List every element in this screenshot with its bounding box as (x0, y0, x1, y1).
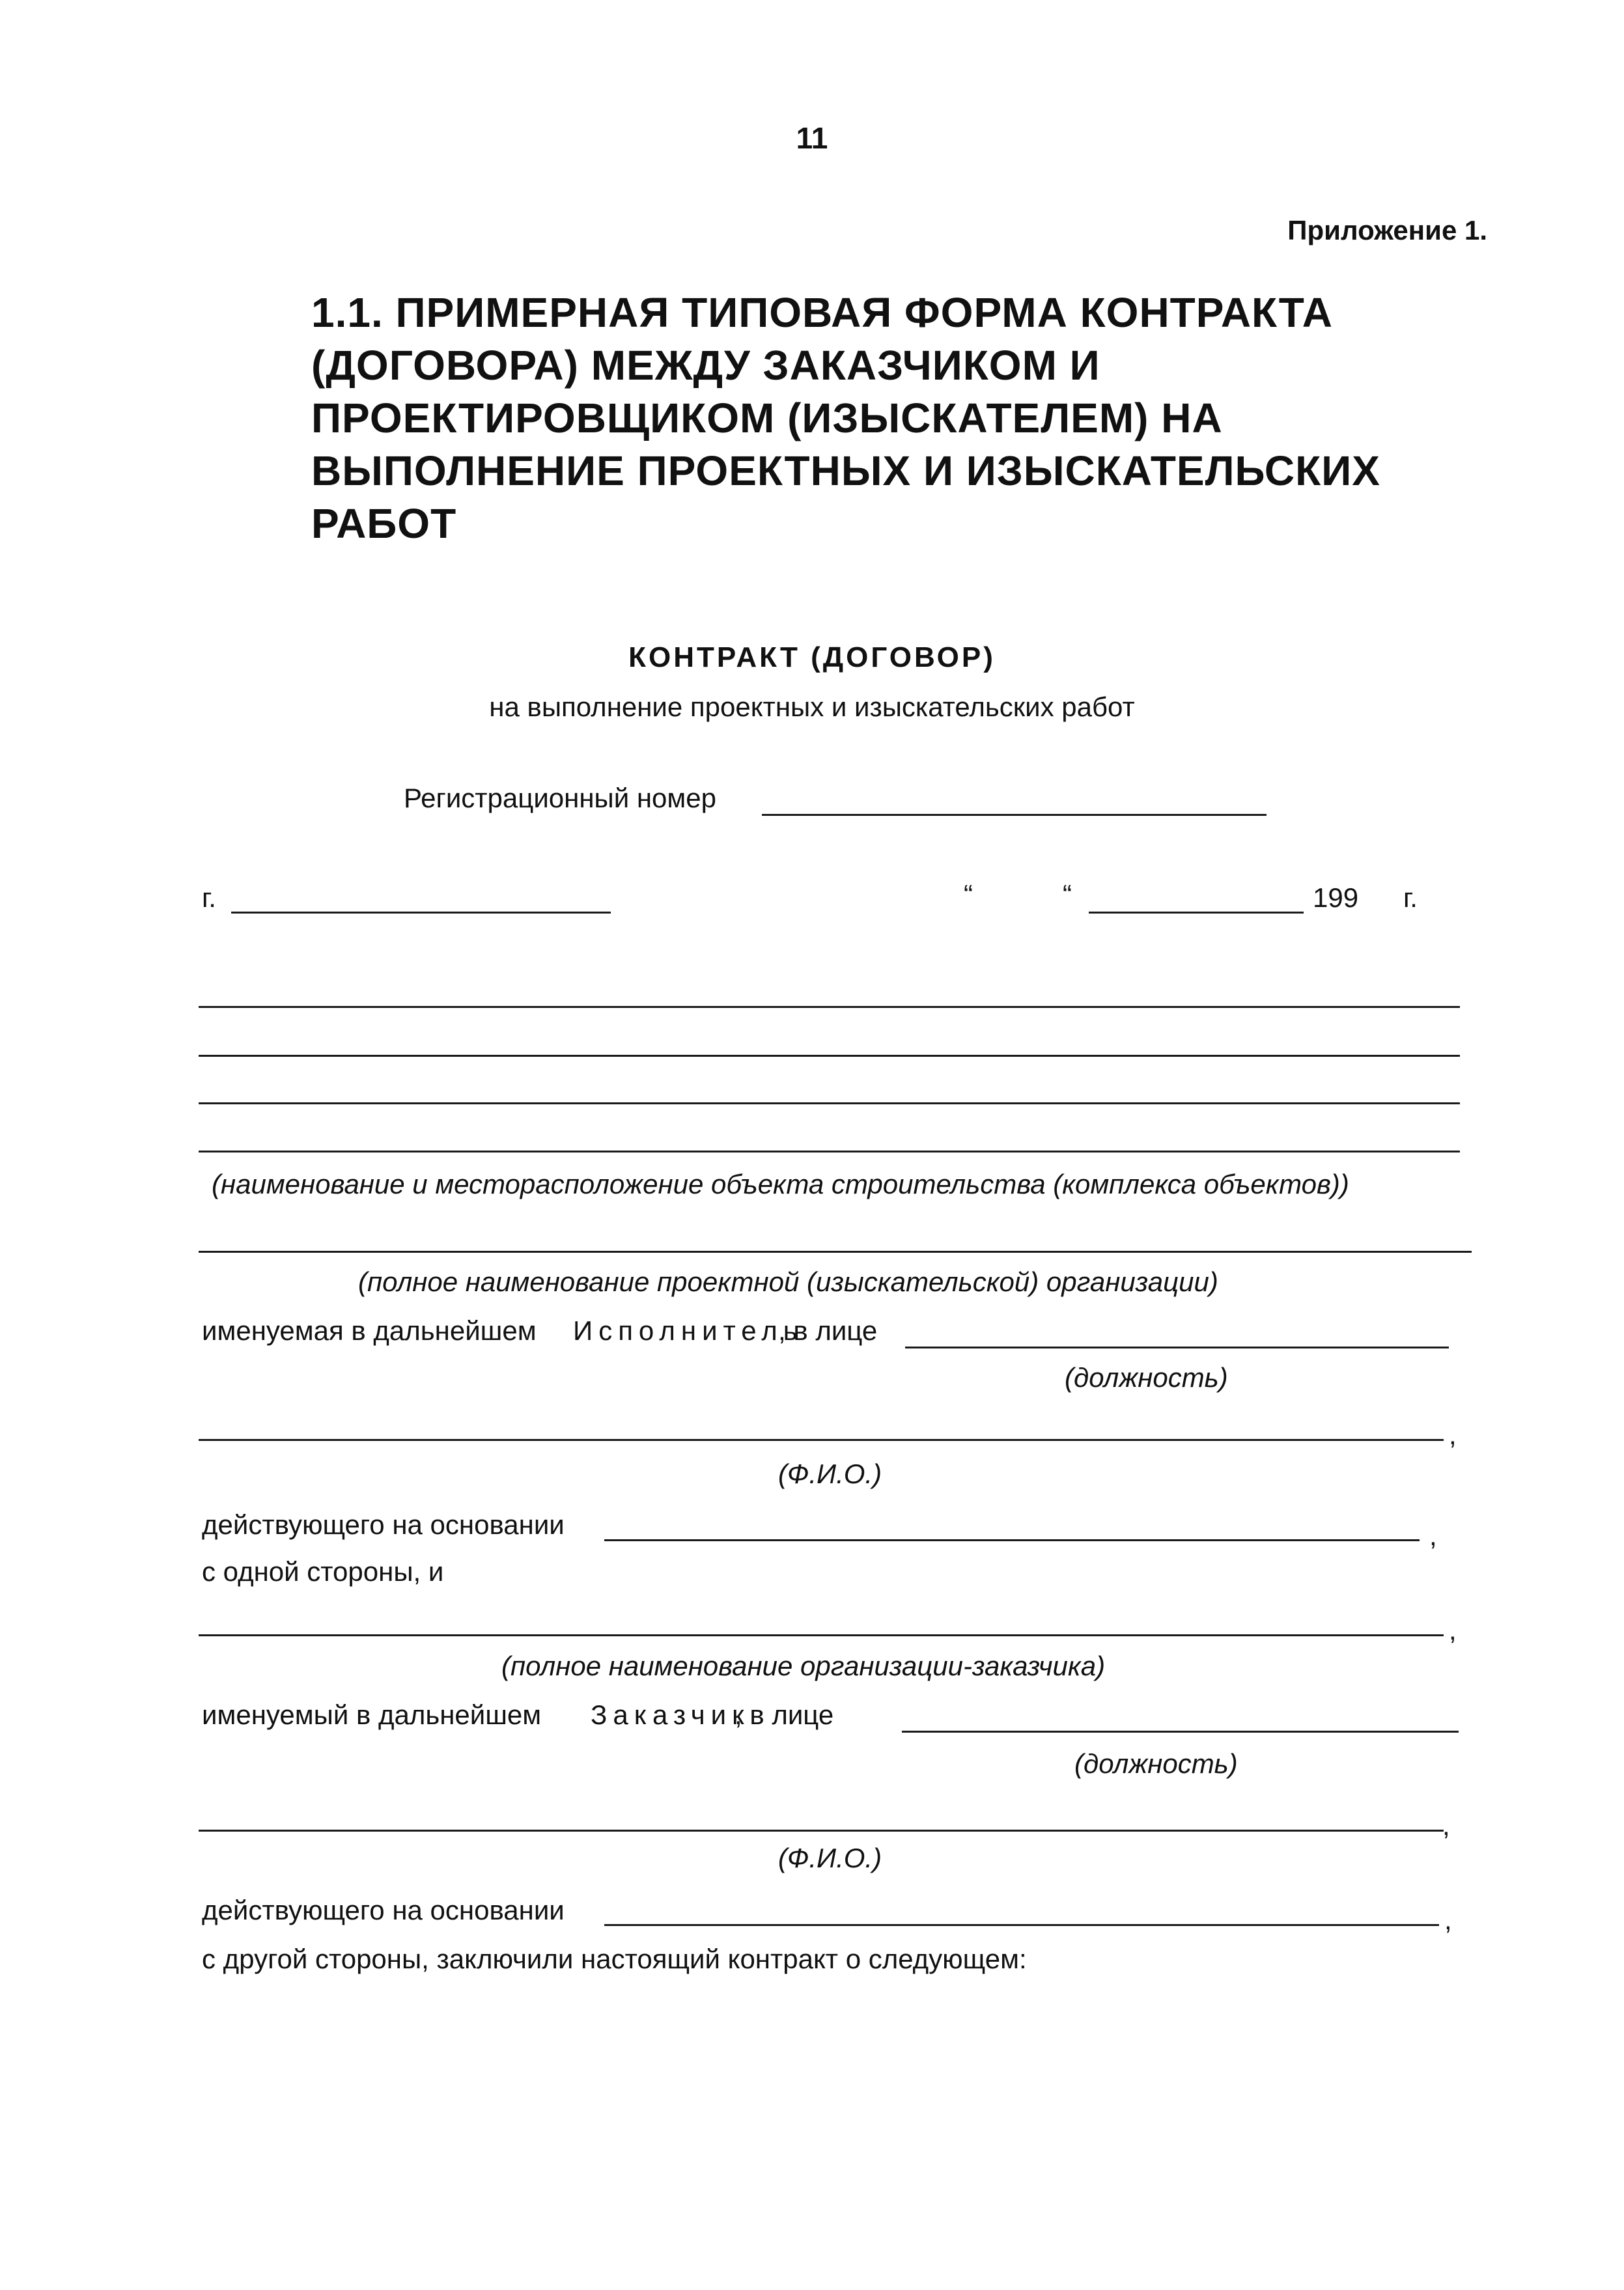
comma: , (1442, 1810, 1450, 1841)
other-side-text: с другой стороны, заключили настоящий контракт о следующем: (202, 1944, 1027, 1974)
customer-suffix: , в лице (735, 1699, 834, 1730)
contractor-basis-field[interactable] (604, 1539, 1420, 1541)
customer-org-caption: (полное наименование организации-заказчика) (501, 1651, 1106, 1681)
comma: , (1429, 1520, 1437, 1551)
contractor-position-field[interactable] (905, 1347, 1449, 1348)
year-prefix: 199 (1313, 882, 1359, 913)
basis-label: действующего на основании (202, 1895, 565, 1925)
customer-prefix: именуемый в дальнейшем (202, 1699, 542, 1730)
contract-title: КОНТРАКТ (ДОГОВОР) (628, 641, 996, 673)
contract-subtitle: на выполнение проектных и изыскательских работ (489, 691, 1135, 722)
quote-open: “ (964, 879, 973, 910)
position-caption: (должность) (1074, 1748, 1238, 1779)
heading-line: (ДОГОВОРА) МЕЖДУ ЗАКАЗЧИКОМ И (311, 342, 1100, 389)
customer-org-field[interactable] (199, 1634, 1444, 1636)
position-caption: (должность) (1065, 1362, 1228, 1393)
quote-close: “ (1063, 879, 1072, 910)
registration-number-field[interactable] (762, 814, 1267, 816)
comma: , (1449, 1419, 1457, 1450)
heading-line: ВЫПОЛНЕНИЕ ПРОЕКТНЫХ И ИЗЫСКАТЕЛЬСКИХ (311, 447, 1380, 494)
contractor-suffix: , в лице (778, 1315, 878, 1346)
heading-line: ПРОЕКТИРОВЩИКОМ (ИЗЫСКАТЕЛЕМ) НА (311, 395, 1223, 441)
designer-org-caption: (полное наименование проектной (изыскательской) организации) (358, 1266, 1218, 1297)
object-line[interactable] (199, 1102, 1460, 1104)
object-caption: (наименование и месторасположение объекта строительства (комплекса объектов)) (212, 1169, 1349, 1199)
contractor-word: Исполнитель (573, 1315, 804, 1346)
page-number: 11 (796, 121, 828, 155)
appendix-label: Приложение 1. (1287, 215, 1487, 245)
one-side-text: с одной стороны, и (202, 1556, 444, 1587)
object-line[interactable] (199, 1151, 1460, 1152)
year-suffix: г. (1403, 882, 1418, 913)
contractor-prefix: именуемая в дальнейшем (202, 1315, 537, 1346)
registration-label: Регистрационный номер (404, 783, 716, 813)
contractor-fio-field[interactable] (199, 1439, 1444, 1441)
fio-caption: (Ф.И.О.) (778, 1843, 882, 1873)
comma: , (1444, 1905, 1452, 1935)
object-line[interactable] (199, 1055, 1460, 1057)
section-heading (311, 286, 1380, 550)
city-prefix: г. (202, 882, 216, 913)
fio-caption: (Ф.И.О.) (778, 1459, 882, 1489)
customer-position-field[interactable] (902, 1731, 1459, 1733)
city-field[interactable] (231, 912, 611, 914)
customer-basis-field[interactable] (604, 1924, 1439, 1926)
heading-line: 1.1. ПРИМЕРНАЯ ТИПОВАЯ ФОРМА КОНТРАКТА (311, 289, 1333, 336)
comma: , (1449, 1615, 1457, 1645)
customer-word: Заказчик (591, 1699, 750, 1730)
heading-line: РАБОТ (311, 500, 457, 547)
designer-org-field[interactable] (199, 1251, 1472, 1253)
month-field[interactable] (1089, 912, 1304, 914)
object-line[interactable] (199, 1006, 1460, 1008)
basis-label: действующего на основании (202, 1509, 565, 1540)
customer-fio-field[interactable] (199, 1830, 1444, 1832)
